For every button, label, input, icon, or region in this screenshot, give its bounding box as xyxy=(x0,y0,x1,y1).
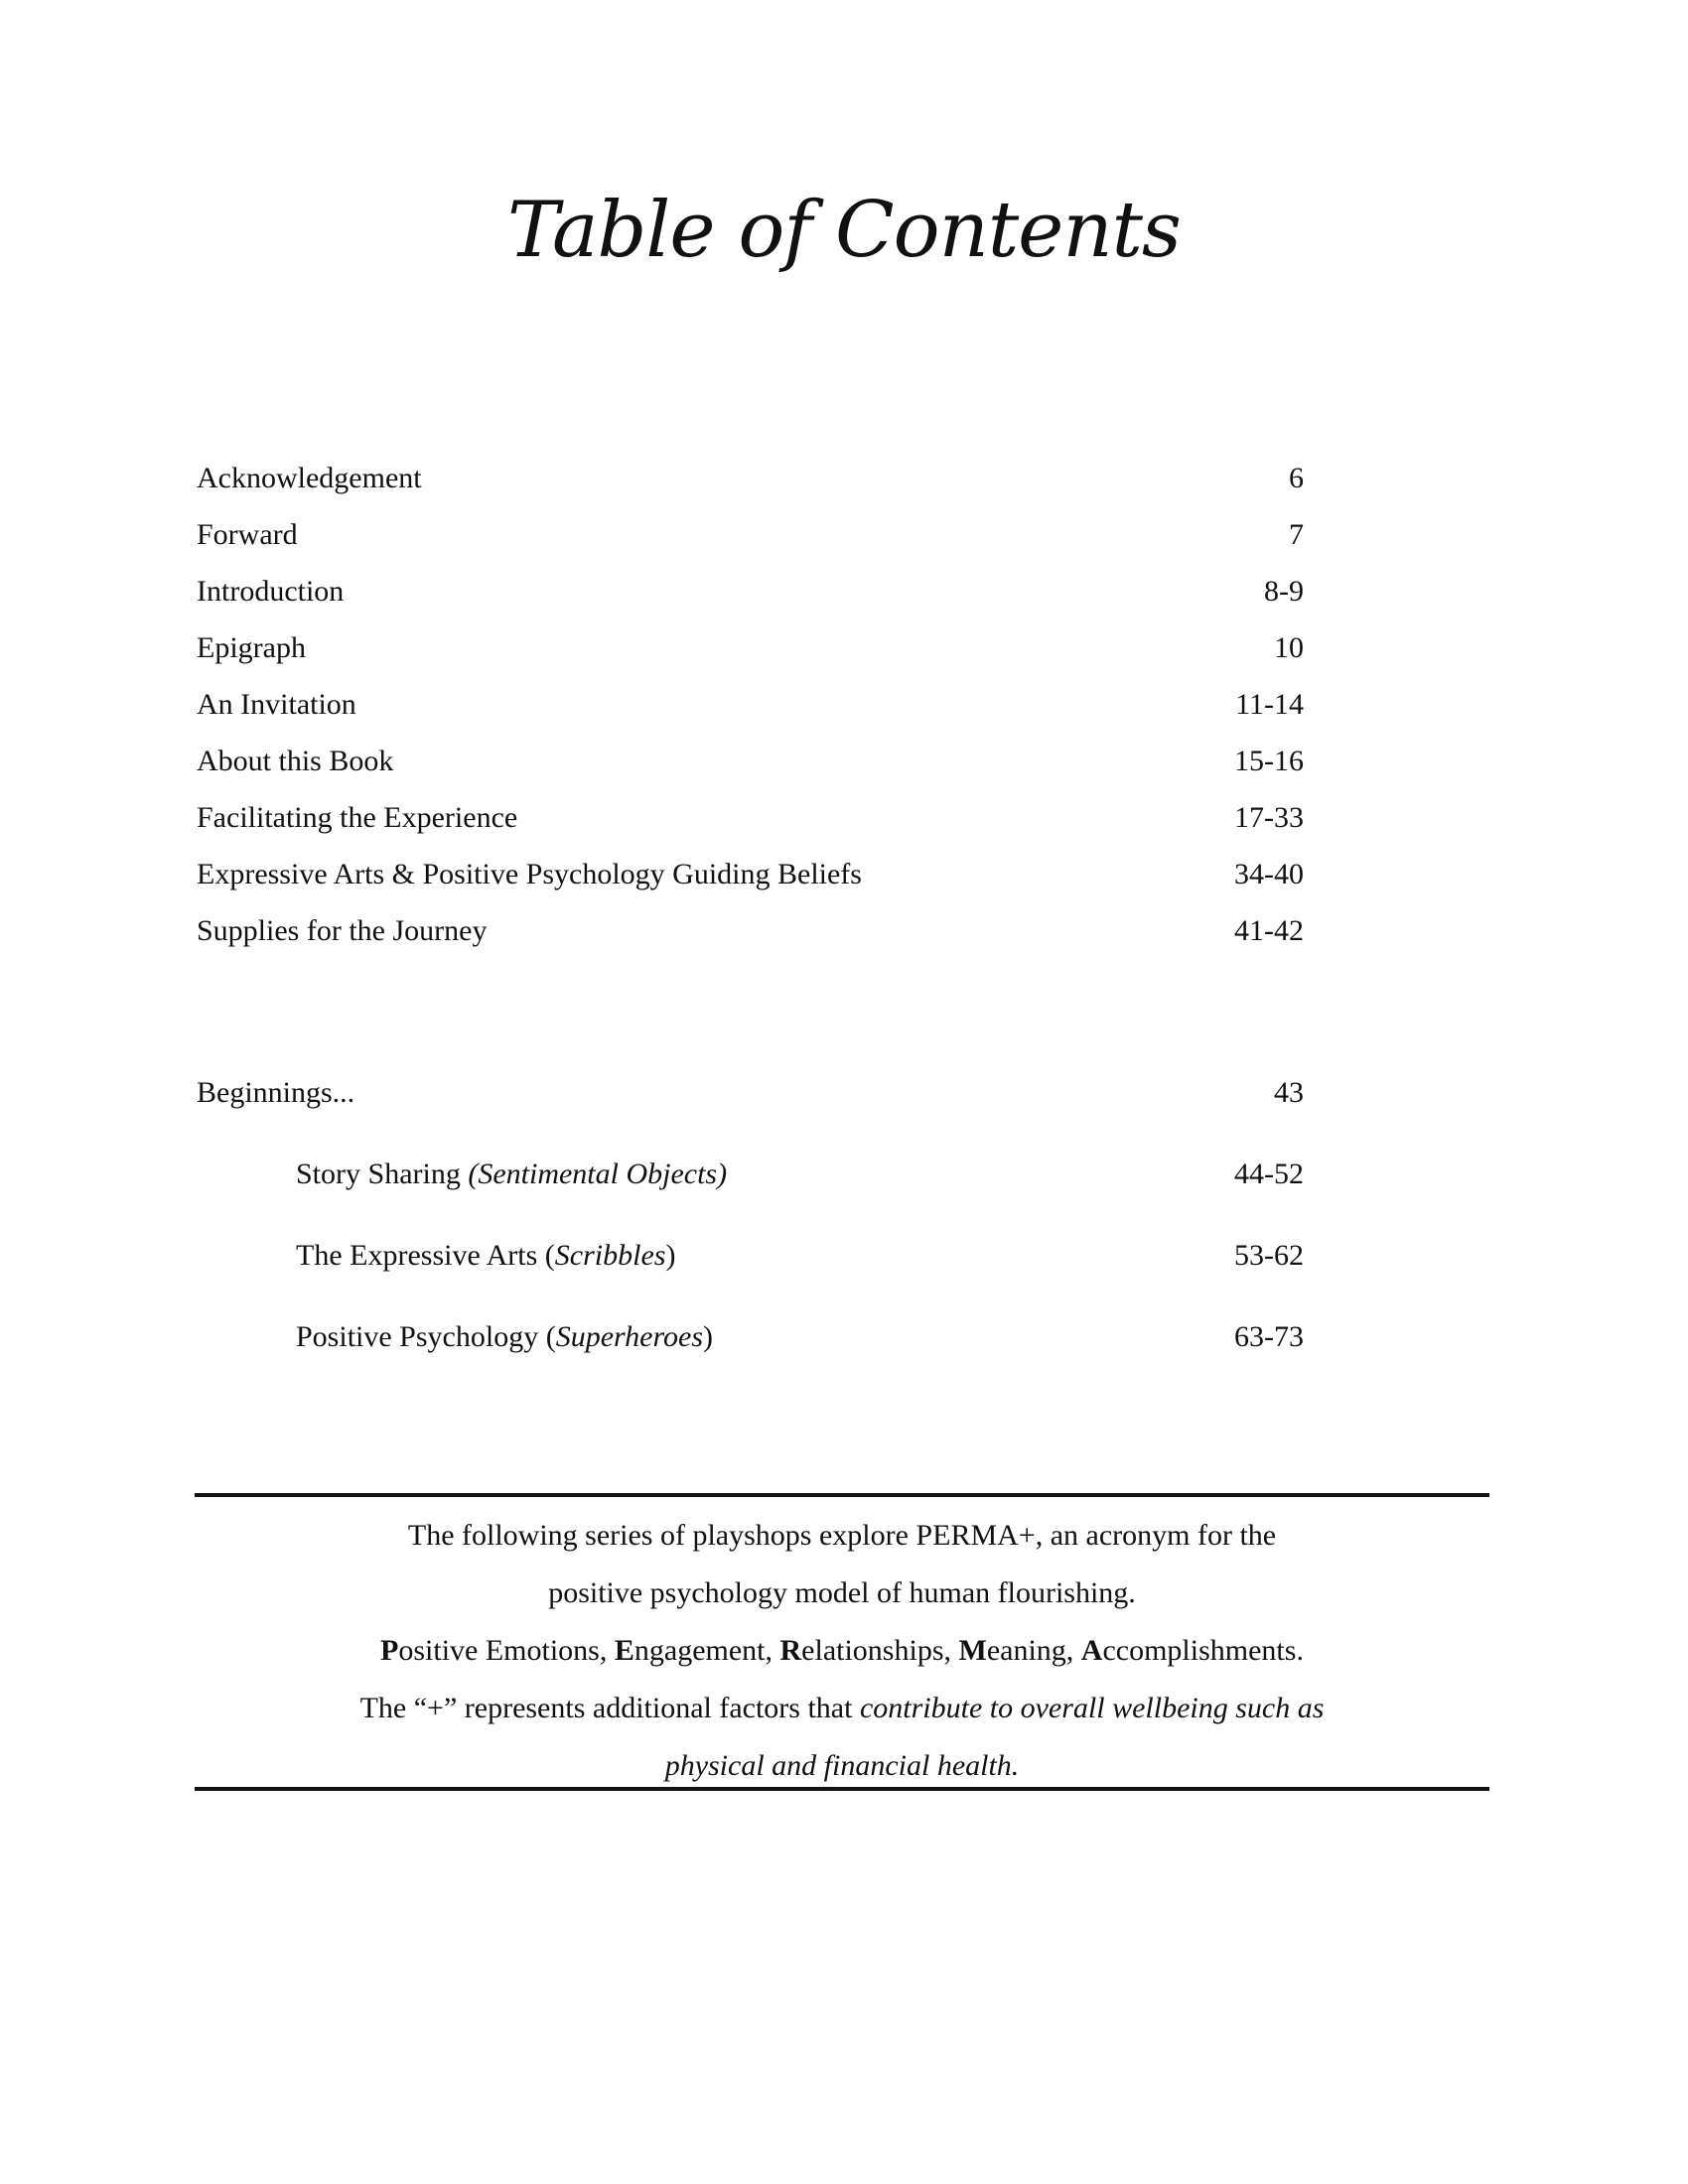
toc-entry-subtitle-suffix: ) xyxy=(703,1320,714,1353)
toc-entry-page: 34-40 xyxy=(1234,858,1304,890)
toc-entry-title xyxy=(296,1234,675,1278)
perma-initial: A xyxy=(1080,1634,1103,1667)
toc-entry-title: Forward xyxy=(197,518,298,551)
perma-note xyxy=(195,1507,1489,1795)
toc-entry-page: 53-62 xyxy=(1234,1239,1304,1272)
perma-line-1: The following series of playshops explore PERMA+, an acronym for the xyxy=(407,1519,1277,1552)
toc-entry-page: 11-14 xyxy=(1235,688,1304,721)
toc-entry-guiding-beliefs xyxy=(197,853,1304,896)
toc-entry-subtitle: Superheroes xyxy=(555,1320,704,1353)
toc-entry-title: Facilitating the Experience xyxy=(197,801,518,834)
toc-entry-title-text: The Expressive Arts ( xyxy=(296,1239,555,1272)
toc-entry-title: Acknowledgement xyxy=(197,462,422,494)
toc-entry-page: 63-73 xyxy=(1234,1320,1304,1353)
toc-entry-title-text: Positive Psychology ( xyxy=(296,1320,556,1353)
toc-entry-title: An Invitation xyxy=(197,688,356,721)
toc-entry-page: 8-9 xyxy=(1264,575,1304,608)
toc-entry-forward xyxy=(197,513,1304,557)
toc-entry-title: Introduction xyxy=(197,575,345,608)
perma-word-rest: eaning, xyxy=(986,1634,1081,1667)
perma-initial: E xyxy=(614,1634,634,1667)
toc-entry-title xyxy=(296,1315,713,1359)
perma-word-rest: elationships, xyxy=(801,1634,959,1667)
toc-entry-title: Supplies for the Journey xyxy=(197,914,488,947)
perma-line-4-plain: The “+” represents additional factors that xyxy=(359,1692,860,1724)
toc-entry-title: About this Book xyxy=(197,745,394,777)
perma-line-4-italic: contribute to overall wellbeing such as xyxy=(859,1692,1325,1724)
perma-word-rest: ositive Emotions, xyxy=(398,1634,615,1667)
toc-entry-page: 17-33 xyxy=(1234,801,1304,834)
toc-subentry-story-sharing xyxy=(296,1153,1304,1196)
toc-entry-title: Expressive Arts & Positive Psychology Guiding Beliefs xyxy=(197,858,862,890)
toc-entry-acknowledgement xyxy=(197,457,1304,500)
toc-entry-title xyxy=(296,1153,727,1196)
perma-initial: R xyxy=(779,1634,802,1667)
perma-line-4 xyxy=(195,1680,1489,1737)
toc-entry-introduction xyxy=(197,570,1304,614)
toc-subentry-expressive-arts xyxy=(296,1234,1304,1278)
toc-entry-page: 15-16 xyxy=(1234,745,1304,777)
toc-entry-page: 41-42 xyxy=(1234,914,1304,947)
top-divider xyxy=(195,1493,1489,1497)
toc-entry-about-this-book xyxy=(197,740,1304,783)
toc-entry-subtitle-suffix: ) xyxy=(665,1239,676,1272)
perma-initial: M xyxy=(958,1634,987,1667)
perma-line-3 xyxy=(195,1622,1489,1680)
toc-entry-page: 10 xyxy=(1274,631,1304,664)
toc-entry-page: 7 xyxy=(1289,518,1304,551)
toc-entry-supplies xyxy=(197,909,1304,953)
toc-entry-facilitating-the-experience xyxy=(197,796,1304,840)
perma-word-rest: ngagement, xyxy=(633,1634,780,1667)
toc-entry-title-text: Story Sharing xyxy=(296,1158,469,1190)
toc-subentry-positive-psychology xyxy=(296,1315,1304,1359)
perma-line-2: positive psychology model of human flourishing. xyxy=(548,1576,1136,1609)
toc-entry-subtitle: Scribbles xyxy=(554,1239,666,1272)
toc-entry-title: Beginnings... xyxy=(197,1076,355,1109)
toc-entry-subtitle: (Sentimental Objects) xyxy=(468,1158,728,1190)
toc-section-beginnings xyxy=(197,1071,1304,1115)
page-title: Table of Contents xyxy=(507,186,1181,275)
perma-line-5-italic: physical and financial health. xyxy=(664,1749,1020,1782)
perma-word-rest: ccomplishments. xyxy=(1102,1634,1304,1667)
toc-entry-page: 44-52 xyxy=(1234,1158,1304,1190)
toc-entry-page: 43 xyxy=(1274,1076,1304,1109)
toc-entry-epigraph xyxy=(197,626,1304,670)
toc-entry-title: Epigraph xyxy=(197,631,306,664)
bottom-divider xyxy=(195,1787,1489,1791)
toc-entry-page: 6 xyxy=(1289,462,1304,494)
toc-entry-an-invitation xyxy=(197,683,1304,727)
perma-initial: P xyxy=(380,1634,399,1667)
